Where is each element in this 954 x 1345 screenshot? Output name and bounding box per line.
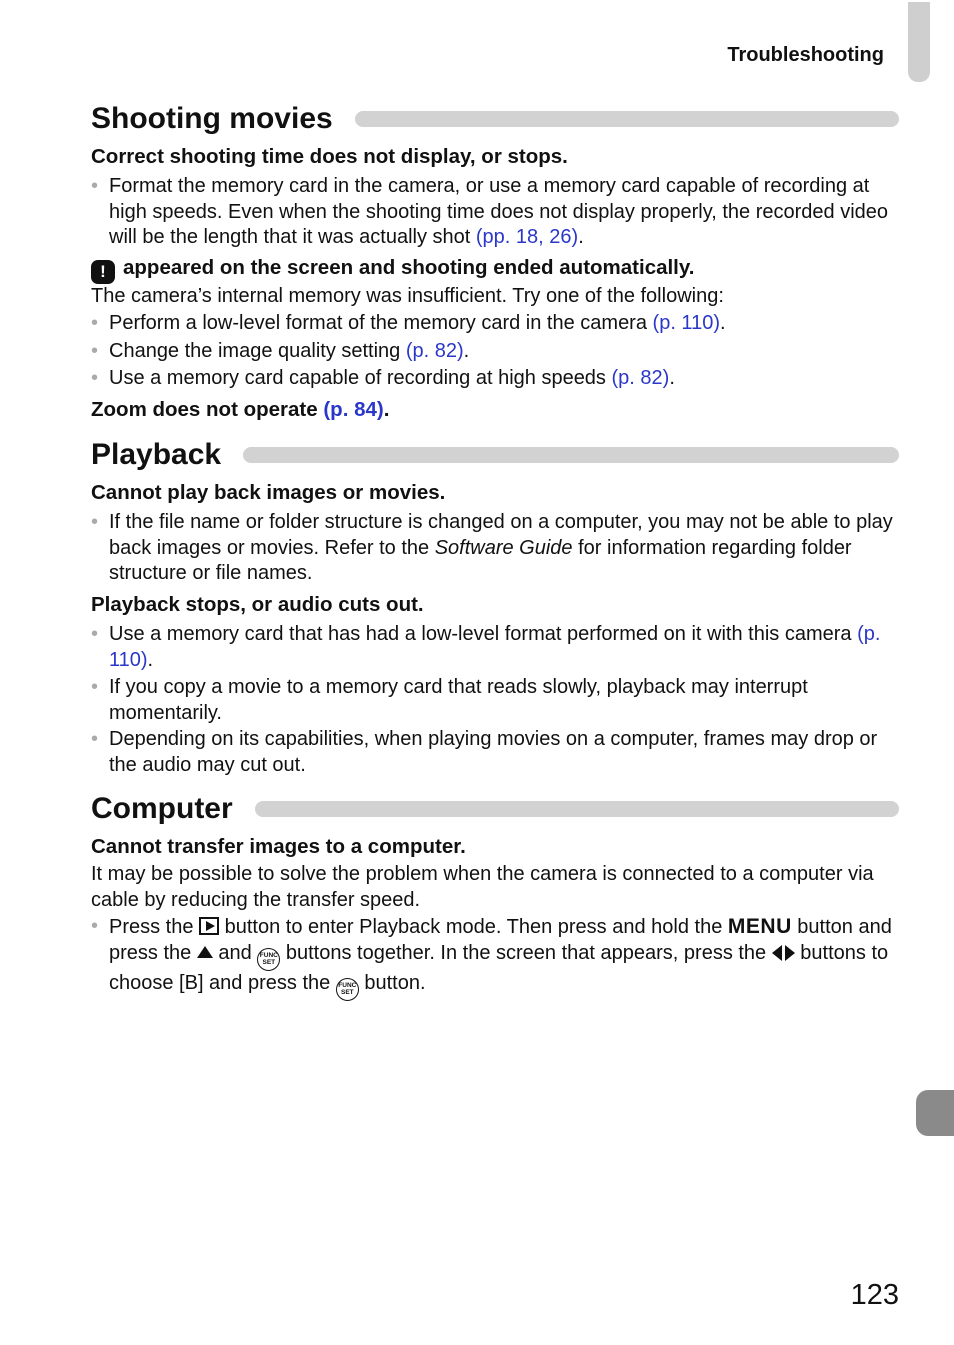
heading-rule <box>243 447 899 463</box>
playback-button-icon <box>199 917 219 935</box>
issue-heading: ! appeared on the screen and shooting ended automatically. <box>91 256 694 284</box>
list-item: • Press the button to enter Playback mode. Then press and hold the MENU button and press the and FUNC SET buttons together. In the screen that appears, press the buttons to choose [B] and press the FUNC SET button. <box>91 914 899 1001</box>
issue-heading: Cannot transfer images to a computer. <box>91 835 466 858</box>
list-item: • Change the image quality setting (p. 82). <box>91 339 899 365</box>
page-ref-link[interactable]: (p. 82) <box>611 367 670 389</box>
edge-thumb-tab <box>908 2 930 82</box>
func-set-button-icon: FUNC SET <box>257 948 280 971</box>
page-ref-link[interactable]: (p. 110) <box>109 623 881 671</box>
issue-heading: Playback stops, or audio cuts out. <box>91 593 424 616</box>
item-text: Format the memory card in the camera, or use a memory card capable of recording at high speeds. Even when the shooting time does not display properly, the recorded video will be the length that it was actually shot <box>109 175 889 248</box>
page-ref-link[interactable]: (p. 110) <box>652 312 720 334</box>
section-index-tab <box>916 1090 954 1136</box>
list-item: • If you copy a movie to a memory card that reads slowly, playback may interrupt momentarily. <box>91 675 899 726</box>
list-item: • If the file name or folder structure is changed on a computer, you may not be able to play back images or movies. Refer to the Software Guide for information regarding folder structure or file names. <box>91 510 899 587</box>
section-heading-computer <box>91 791 899 827</box>
paragraph: It may be possible to solve the problem when the camera is connected to a computer via cable by reducing the transfer speed. <box>91 863 874 911</box>
section-heading-shooting-movies <box>91 101 899 137</box>
paragraph: The camera’s internal memory was insufficient. Try one of the following: <box>91 285 724 307</box>
page-ref-link[interactable]: (pp. 18, 26) <box>475 226 579 248</box>
left-right-arrows-icon <box>772 943 795 969</box>
heading-rule <box>255 801 899 817</box>
up-arrow-icon <box>197 946 213 958</box>
section-title: Playback <box>91 438 222 471</box>
running-head: Troubleshooting <box>727 44 884 66</box>
page-number: 123 <box>850 1279 899 1311</box>
issue-heading: Cannot play back images or movies. <box>91 481 446 504</box>
manual-title: Software Guide <box>434 536 573 559</box>
heading-rule <box>355 111 899 127</box>
issue-heading: Correct shooting time does not display, or stops. <box>91 145 568 168</box>
menu-button-icon: MENU <box>727 915 792 938</box>
page-ref-link[interactable]: (p. 82) <box>405 340 464 362</box>
section-title: Shooting movies <box>91 102 333 135</box>
list-item: • Use a memory card capable of recording at high speeds (p. 82). <box>91 366 899 392</box>
section-title: Computer <box>91 792 233 825</box>
list-item: • Use a memory card that has had a low-level format performed on it with this camera (p. 110). <box>91 622 899 673</box>
issue-heading: Zoom does not operate (p. 84). <box>91 398 390 421</box>
list-item: • Perform a low-level format of the memory card in the camera (p. 110). <box>91 311 899 337</box>
func-set-button-icon: FUNC SET <box>336 978 359 1001</box>
list-item: • Format the memory card in the camera, or use a memory card capable of recording at high speeds. Even when the shooting time does not display properly, the recorded video will be the length that it was actually shot (pp. 18, 26). <box>91 174 899 251</box>
warning-icon: ! <box>91 260 115 284</box>
section-heading-playback <box>91 437 899 473</box>
list-item: • Depending on its capabilities, when playing movies on a computer, frames may drop or the audio may cut out. <box>91 727 899 778</box>
page-ref-link[interactable]: (p. 84) <box>323 398 384 421</box>
